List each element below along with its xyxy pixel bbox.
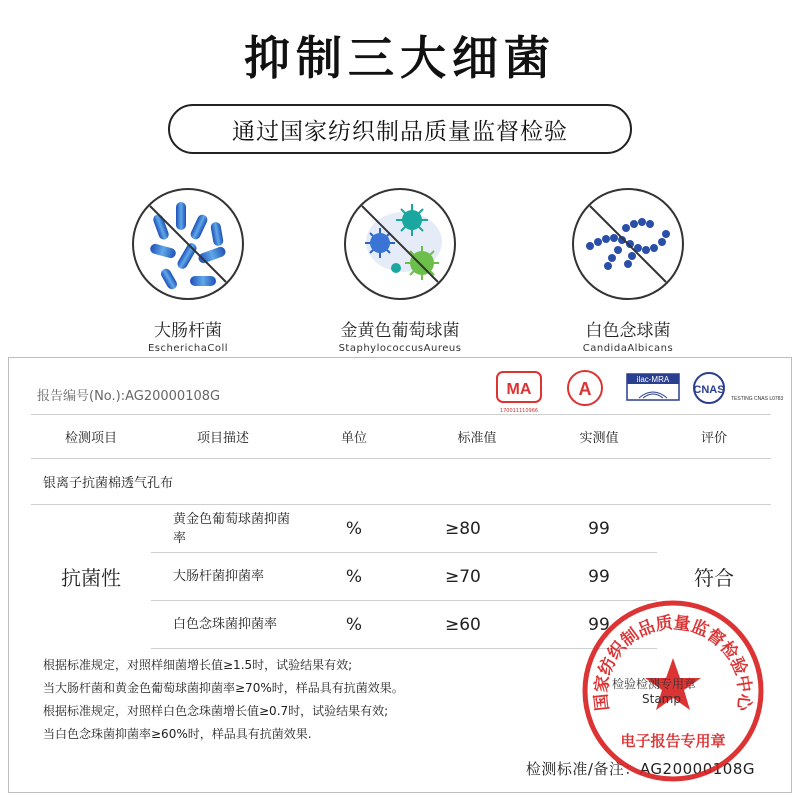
col-header: 实测值: [541, 415, 657, 459]
seal-bottom-text: 电子报告专用章: [620, 732, 726, 750]
note-line: 根据标准规定，对照样细菌增长值≥1.5时，试验结果有效;: [43, 658, 353, 672]
row-description: 白色念珠菌抑菌率: [151, 601, 295, 649]
row-unit: %: [295, 601, 413, 649]
bacteria-row: [0, 184, 800, 354]
row-unit: %: [295, 505, 413, 553]
cal-logo-text: A: [578, 379, 592, 399]
col-header: 项目描述: [151, 415, 295, 459]
report-number: 报告编号(No.):AG20000108G: [37, 389, 221, 404]
test-category: 抗菌性: [61, 566, 121, 591]
bacteria-name-en: EscherichaColl: [147, 343, 229, 354]
bacteria-name-cn: 大肠杆菌: [154, 321, 222, 341]
chain-cocci-icon: [568, 184, 688, 304]
row-measured: 99: [541, 553, 657, 601]
certification-logos: [493, 368, 784, 414]
bacteria-candida: [518, 184, 738, 354]
col-header: 检测项目: [31, 415, 151, 459]
test-notes: [43, 654, 404, 746]
col-header: 标准值: [413, 415, 541, 459]
bacteria-name-en: CandidaAlbicans: [582, 343, 674, 354]
bacteria-ecoli: [78, 184, 298, 354]
cma-number: 170011110966: [499, 408, 539, 414]
material-row: [31, 459, 771, 505]
certification-banner: [168, 104, 632, 154]
row-unit: %: [295, 553, 413, 601]
spiky-virus-icon: [340, 184, 460, 304]
col-header: 单位: [295, 415, 413, 459]
cnas-logo-text: CNAS: [693, 384, 725, 396]
row-standard: ≥80: [413, 505, 541, 553]
material-name: 银离子抗菌棉透气孔布: [31, 459, 771, 505]
cal-logo: [559, 368, 611, 414]
stamp-overlay-cn: 检验检测专用章: [612, 677, 697, 691]
cnas-caption: TESTING CNAS L0783: [731, 396, 784, 402]
bacteria-name-en: StaphylococcusAureus: [338, 343, 462, 354]
note-line: 当大肠杆菌和黄金色葡萄球菌抑菌率≥70%时，样品具有抗菌效果。: [43, 681, 404, 695]
cma-logo-text: MA: [506, 381, 532, 398]
ilac-logo-text: ilac-MRA: [636, 375, 670, 384]
row-description: 大肠杆菌抑菌率: [151, 553, 295, 601]
evaluation-result: 符合: [694, 566, 734, 591]
page-title: 抑制三大细菌: [244, 31, 556, 85]
rod-bacteria-icon: [128, 184, 248, 304]
bacteria-name-cn: 金黄色葡萄球菌: [340, 321, 460, 341]
bacteria-staph: [290, 184, 510, 354]
row-standard: ≥60: [413, 601, 541, 649]
table-row: [31, 505, 771, 553]
table-header-row: [31, 415, 771, 459]
bacteria-name-cn: 白色念球菌: [585, 321, 671, 341]
ilac-logo: [625, 368, 677, 414]
row-measured: 99: [541, 505, 657, 553]
col-header: 评价: [657, 415, 771, 459]
seal-arc-text: 国家纺织制品质量监督检验中心: [591, 613, 755, 712]
cnas-logo: [691, 368, 784, 414]
note-line: 当白色念珠菌抑菌率≥60%时，样品具有抗菌效果.: [43, 727, 312, 741]
note-line: 根据标准规定，对照样白色念珠菌增长值≥0.7时，试验结果有效;: [43, 704, 389, 718]
row-measured: 99: [541, 601, 657, 649]
certification-text: 通过国家纺织制品质量监督检验: [232, 118, 568, 145]
standard-reference: 检测标准/备注：AG20000108G: [525, 760, 755, 778]
row-description: 黄金色葡萄球菌抑菌率: [151, 505, 295, 553]
stamp-overlay-text: [612, 675, 696, 706]
cma-logo: [493, 368, 545, 414]
row-standard: ≥70: [413, 553, 541, 601]
stamp-label: Stamp: [642, 692, 681, 706]
